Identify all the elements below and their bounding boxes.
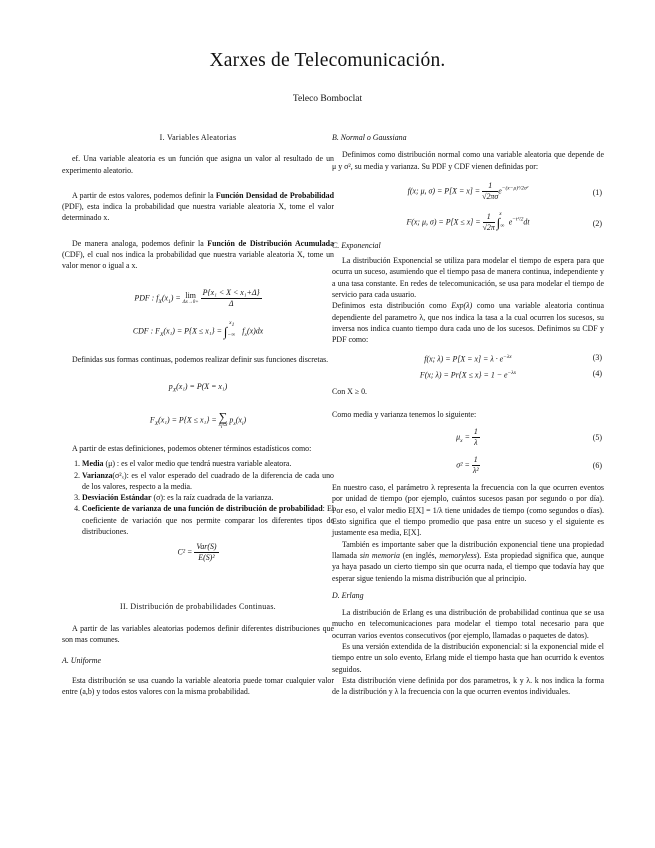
statistics-list [62, 458, 334, 537]
paragraph: En nuestro caso, el parámetro λ representa la frecuencia con la que ocurren eventos por unidad de tiempo (por ejemplo, cuántos sucesos pasan por segundo o por día). Por eso, el valor medio E[X] = 1/λ tiene unidades de tiempo (como segundos o días). Esto significa que el tiempo promedio que pasa entre un suceso y el siguiente es justamente esa media, E[X]. [332, 483, 604, 538]
paragraph: A partir de estas definiciones, podemos obtener términos estadísticos como: [72, 443, 312, 453]
paragraph: Definidas sus formas continuas, podemos realizar definir sus funciones discretas. [72, 354, 329, 364]
section-1-title: I. Variables Aleatorias [159, 133, 237, 142]
paragraph: La distribución de Erlang es una distribución de probabilidad continua que se usa mucho en telecomunicaciones para modelar el tiempo total necesario para que ocurran varios eventos consecutivos (por ejemplo, llamadas o paquetes de datos). [332, 608, 604, 640]
paragraph-pdf-def: A partir de estos valores, podemos definir la Función Densidad de Probabilidad (PDF), esta indica la probabilidad que nuestra variable aleatoria X, tome el valor determinado x. [62, 190, 334, 223]
paragraph: Es una versión extendida de la distribución exponencial: si la exponencial mide el tiempo entre un solo evento, Erlang mide el tiempo hasta que han ocurrido k eventos seguidos. [332, 642, 604, 674]
subsection-normal: B. Normal o Gaussiana [332, 133, 407, 142]
list-item: 4. Coeficiente de varianza de una función de distribución de probabilidad: El coeficiente de variación que nos permite comparar los diferentes tipos de distribuciones. [82, 503, 334, 537]
subsection-exponencial: C. Exponencial [332, 240, 381, 250]
subsection-uniforme: A. Uniforme [62, 656, 102, 666]
equation-1: f(x; μ, σ) = P[X = x] = $\frac{1}{√2\pi\sigma}$ $e^{-(x-\mu)^2/2\sigma^2}$ (1) [407, 180, 602, 201]
equation-cdf: CDF : $F_X(x_1) = P\{X \le x_1\} = \int_{-\infty}^{x_1}$ $f_x(x)dx$ [132, 319, 264, 339]
paragraph: La distribución Exponencial se utiliza para modelar el tiempo de espera para que ocurra un suceso, asumiendo que el tiempo pasa de manera continua, independiente y a una tasa constante. En redes de telecomunicación, se usa para modelar el tiempo de servicio para cada usuario. [332, 256, 604, 300]
equation-2: F(x; μ, σ) = P[X ≤ x] = $\frac{1}{√2\pi}$ $\int_\infty^x$ $e^{-t^2/2}dt$ (2) [406, 210, 602, 232]
paragraph: Esta distribución se usa cuando la variable aleatoria puede tomar cualquier valor entre (a,b) y todos estos valores con la misma probabilidad. [62, 675, 334, 696]
paragraph: A partir de las variables aleatorias podemos definir diferentes distribuciones que son mas comunes. [62, 623, 334, 644]
paragraph: ef. Una variable aleatoria es un función que asigna un valor al resultado de un experimento aleatorio. [62, 154, 334, 175]
paragraph: Con X ≥ 0. [332, 386, 368, 396]
equation-pdf: PDF : $f_X(x_1)$ = lim Δx→0+ $\frac{\text{P\{x₁ < X < x₁+Δ\}}}{\Delta}$ [134, 287, 260, 308]
subsection-erlang: D. Erlang [332, 590, 364, 600]
list-item: 1. Media (μ) : es el valor medio que tendrá nuestra variable aleatora. [82, 458, 334, 469]
section-2-title: II. Distribución de probabilidades Continuas. [120, 602, 276, 612]
paragraph-cdf-def: De manera analoga, podemos definir la Función de Distribución Acumulada (CDF), el cual nos indica la probabilidad que nuestra variable aleatoria X, tome un valor menor o igual a x. [62, 238, 335, 271]
paragraph-exp-def: Definimos esta distribución como Exp(λ) como una variable aleatoria continua dependiente del parametro λ, que nos indica la tasa a la cual ocurren los sucesos, su inversa nos indica cuanto tiempo dura cada uno de los sucesos. Definimos su CDF y PDF como: [332, 301, 604, 345]
equation-4: F(x; $\lambda) = Pr\{X \le x\} = 1 - e^{-\lambda x}$ (4) [419, 368, 602, 380]
paper-title: Xarxes de Telecomunicación. [209, 50, 446, 71]
equation-px: $p_X(x_1) = P(X = x_1)$ [168, 381, 228, 394]
paper-author: Teleco Bomboclat [292, 94, 363, 104]
paragraph-memoryless: También es importante saber que la distribución exponencial tiene una propiedad llamada sin memoria (en inglés, memoryless). Esta propiedad significa que, aunque ya haya pasado un cierto tiempo sin que ocurra nada, el tiempo que todavía hay que esperar sigue teniendo la misma distribución que al principio. [332, 539, 604, 583]
equation-fx: $F_X(x_1) = P\{X \le x_1\}$ = ∑ $x_i\le x$ $p_x(x_i)$ [149, 409, 247, 430]
paragraph: Esta distribución viene definida por dos parametros, k y λ. k nos indica la forma de la distribución y λ la frecuencia con la que ocurren eventos individuales. [332, 675, 604, 697]
equation-5: $\mu_x$ = $\frac{1}{\lambda}$ (5) [456, 427, 602, 448]
left-column [62, 132, 334, 697]
paragraph: Definimos como distribución normal como una variable aleatoria que depende de μ y σ², su media y varianza. Su PDF y CDF vienen definidas por: [332, 150, 604, 171]
paragraph: Como media y varianza tenemos lo siguiente: [332, 409, 477, 419]
list-item: 2. Varianza(σ²ₓ): es el valor esperado del cuadrado de la diferencia de cada uno de los valores, respecto a la media. [82, 470, 334, 493]
equation-3: f(x; $\lambda) = P[X = x] = \lambda \cdot e^{-\lambda x}$ (3) [424, 352, 602, 364]
equation-6: σ² = $\frac{1}{\text{λ²}}$ (6) [456, 455, 602, 476]
equation-c2: C² = $\frac{\text{Var(S)}}{\text{E(S)²}}$ [177, 542, 217, 563]
right-column [332, 132, 604, 698]
list-item: 3. Desviación Estándar (σ): es la raíz cuadrada de la varianza. [82, 492, 334, 503]
